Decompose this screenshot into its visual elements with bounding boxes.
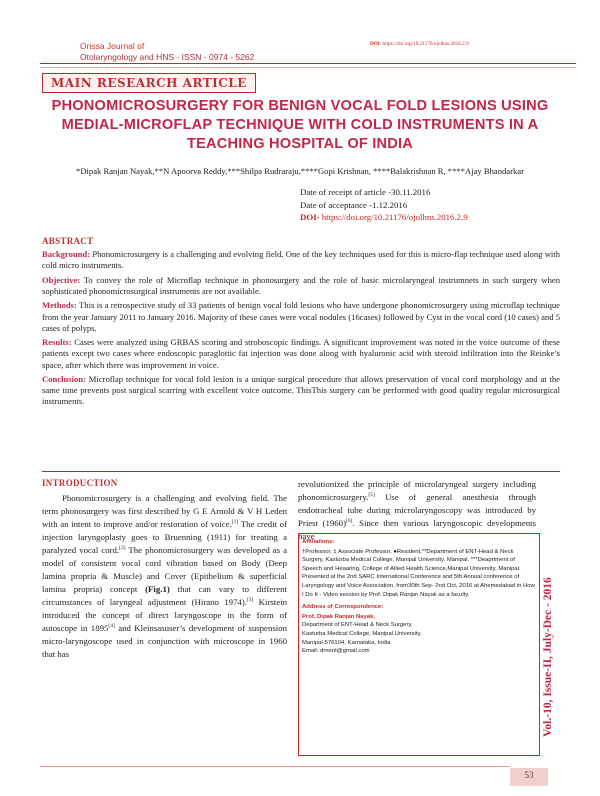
header-rule-thin bbox=[40, 67, 576, 68]
abstract-conclusion: Conclusion: Microflap technique for vocal fold lesion is a unique surgical procedure that allows preservation of vocal cord morphology and at the same time prevents post surgical scarring with excellent voice outcome. ThisThis surgery can be performed with good quality regular microsurgical instruments. bbox=[42, 373, 560, 407]
article-doi[interactable]: DOI- https://doi.org/10.21176/ojolhns.2016.2.9 bbox=[300, 212, 468, 222]
correspondence-line3: Manipal-576104, Karnataka, India bbox=[302, 639, 391, 646]
correspondence-line1: Department of ENT-Head & Neck Surgery, bbox=[302, 622, 413, 629]
author-list: *Dipak Ranjan Nayak,**N Apoorva Reddy,***Shilpa Rudraraju,****Gopi Krishnan, ****Balakrishnan R, ****Ajay Bhandarkar bbox=[76, 166, 524, 176]
section-label: MAIN RESEARCH ARTICLE bbox=[42, 73, 256, 93]
header-rule bbox=[40, 63, 576, 64]
journal-name bbox=[80, 41, 254, 63]
header-doi[interactable]: DOI: https://doi.org/10.21176/ojolhns.2016.2.9 bbox=[370, 41, 469, 47]
article-title: PHONOMICROSURGERY FOR BENIGN VOCAL FOLD LESIONS USING MEDIAL-MICROFLAP TECHNIQUE WITH COLD INSTRUMENTS IN A TEACHING HOSPITAL OF INDIA bbox=[51, 98, 549, 152]
affiliations bbox=[302, 538, 535, 656]
affiliations-text: †Professor, ‡ Associate Professor, ●Resident,**Department of ENT-Head & Neck Surgery, Kasturba Medical College, Manipal University, Manipal. ***Deaprtment of Speech and Heaaring, College of Allied Health Science,Manipal University, Manipal. bbox=[302, 548, 521, 572]
correspondence-heading: Address of Correspondence: bbox=[302, 604, 384, 611]
abstract-heading: ABSTRACT bbox=[42, 236, 94, 246]
intro-continuation: revolutionized the principle of microlaryngeal surgery including phonomicrosurgery.[5] Use of general anesthesia through endotracheal tube during microlaryngoscopy was introduced by Priest (1960)[6]. Since then various laryngoscopic developments have bbox=[298, 479, 536, 541]
page-number: 53 bbox=[524, 770, 534, 780]
affiliations-heading: Affiliations: bbox=[302, 539, 335, 545]
abstract-background: Background: Phonomicrosurgery is a challenging and evolving field. One of the key techniques used for this is micro-flap technique used along with cold micro instruments. bbox=[42, 249, 560, 271]
journal-name-line2: Otolaryngology and HNS - ISSN - 0974 - 5262 bbox=[80, 52, 255, 62]
receipt-date: Date of receipt of article -30.11.2016 bbox=[300, 187, 431, 197]
presentation-note: Presented at the 2nd SARC International Conference and 5th Annual conference of Laryngology and Voice Association, from30th Sep- 2nd Oct, 2016 at Ahemedabad in How I Do It - Video session by Prof. Dipak Ranjan Nayak as a faculty. bbox=[302, 574, 535, 598]
abstract-results: Results: Cases were analyzed using GRBAS scoring and stroboscopic findings. A significant improvement was noted in the voice outcome of these patients except two cases where endoscopic paraglottic fat injection was done along with hyaluronic acid with steroid infiltration into the Reinke’s space, after which there was improvement in voice. bbox=[42, 337, 560, 370]
correspondence-line2: Kasturba Medical College, Manipal University, bbox=[302, 630, 422, 637]
journal-name-line1: Orissa Journal of bbox=[80, 41, 145, 51]
correspondence-name: Prof. Dipak Ranjan Nayak, bbox=[302, 613, 376, 620]
volume-issue-label: Vol.-10, Issue-II, July-Dec - 2016 bbox=[542, 577, 554, 737]
footer-rule bbox=[40, 766, 510, 767]
correspondence-email[interactable]: Email: drnent@gmail.com bbox=[302, 648, 370, 655]
abstract bbox=[42, 236, 560, 411]
intro-paragraph: Phonomicrosurgery is a challenging and evolving field. The term phonosurgery was first described by G E Arnold & V H Leden with an intent to improve and/or restoration of voice.[1] The credit of injection laryngoplasty goes to Bruenning (1911) for treating a paralyzed vocal cord.[2] The phonomicrosurgery was developed as a model of consistent vocal cord vibration based on Body (Deep lamina propria & Muscle) and Cover (Epithelium & superficial lamina propria) concept (Fig.1) that can vary to different circumstances of laryngeal adjustment (Hirano 1974).[3] Kirstein introduced the concept of direct laryngoscope in the form of autoscope in 1895[4] and Kleinsasuser’s development of suspension micro-laryngoscope used in conjunction with microscope in 1960 that has bbox=[42, 493, 288, 659]
abstract-divider bbox=[42, 471, 560, 472]
acceptance-date: Date of acceptance -1.12.2016 bbox=[300, 199, 408, 210]
introduction-heading: INTRODUCTION bbox=[42, 478, 118, 488]
article-dates bbox=[300, 186, 468, 224]
abstract-objective: Objective: To convey the role of Microflap technique in phonosurgery and the role of basic microlaryngeal instrumnets in such surgery when sophisticated phonomicrosurgical instruments are not available. bbox=[42, 274, 560, 296]
abstract-methods: Methods: This is a retrospective study of 33 patients of benign vocal fold lesions who have undergone phonomicrosurgery using microflap technique from the year January 2011 to January 2016. Majority of these cases were vocal nodules (16cases) followed by Cyst in the vocal cord (10 cases) and 5 cases of polyps. bbox=[42, 300, 560, 333]
body-column-left bbox=[42, 492, 287, 661]
